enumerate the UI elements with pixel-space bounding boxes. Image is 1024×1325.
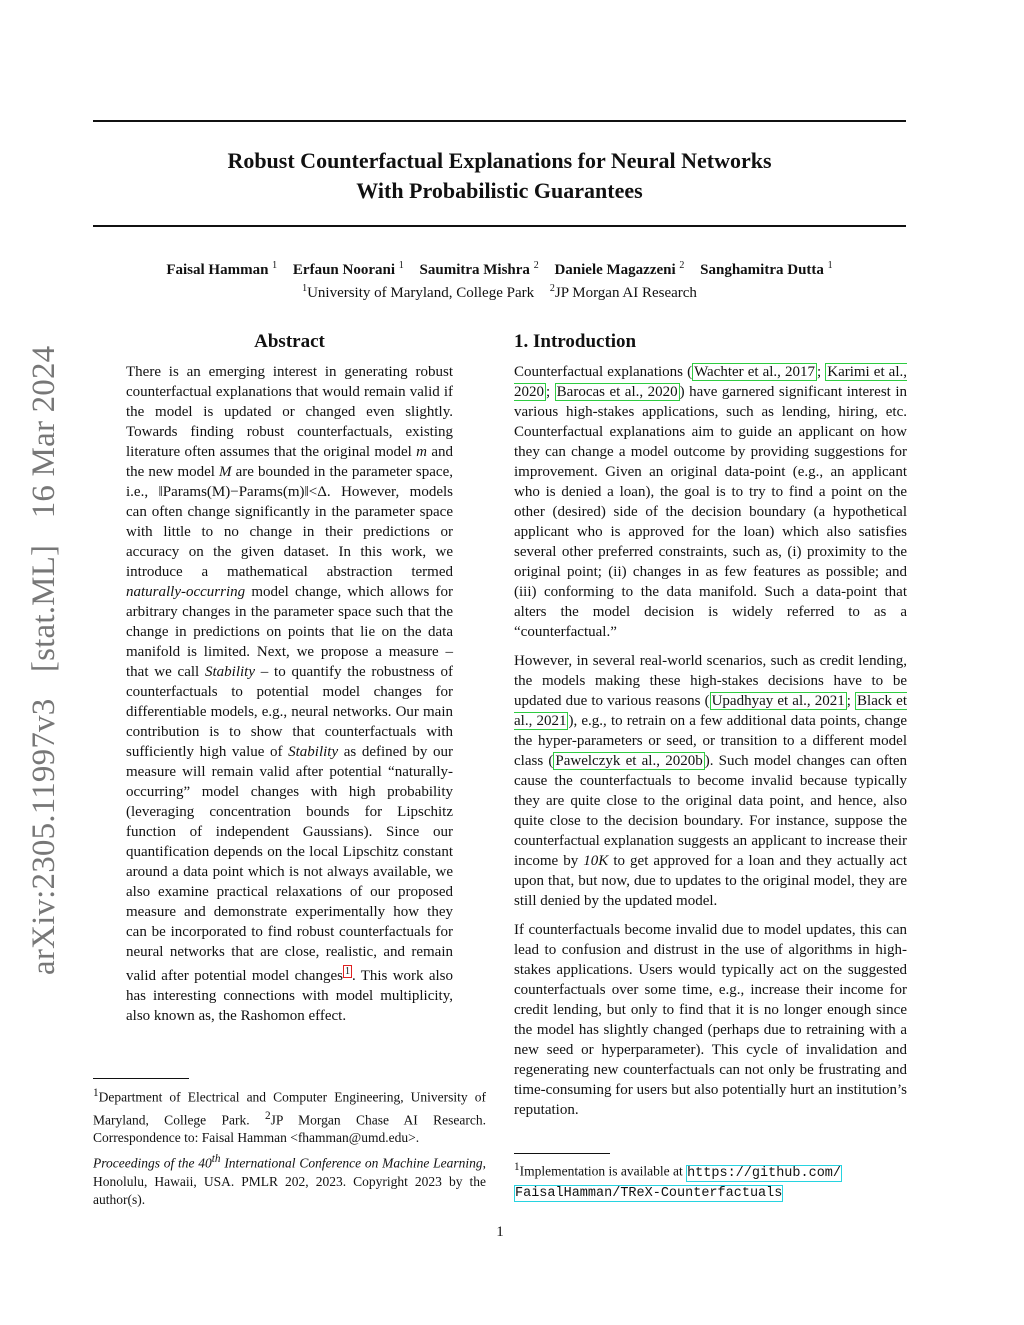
abstract-heading: Abstract xyxy=(254,331,325,352)
citation-link[interactable]: Upadhyay et al., 2021 xyxy=(711,693,845,709)
title-line-1: Robust Counterfactual Explanations for Neural Networks xyxy=(227,148,772,173)
citation-link[interactable]: Pawelczyk et al., 2020b xyxy=(555,753,703,769)
implementation-footnote: $^1$Implementation is available at https://github.com/ FaisalHamman/TReX-Counterfactuals xyxy=(514,1161,842,1201)
author: Saumitra Mishra $^2$ xyxy=(419,260,539,278)
author: Sanghamitra Dutta $^1$ xyxy=(700,260,833,278)
arxiv-category: [stat.ML] xyxy=(26,544,62,673)
citation-link[interactable]: Karimi et al., 2020 xyxy=(514,364,907,400)
author-list xyxy=(93,260,906,279)
github-url-link[interactable]: https://github.com/ xyxy=(687,1165,842,1181)
proceedings-note: Proceedings of the 40th International Conference on Machine Learning, Honolulu, Hawaii, USA. PMLR 202, 2023. Copyright 2023 by the author(s). xyxy=(93,1153,486,1207)
intro-paragraph: Counterfactual explanations ( Wachter et al., 2017 ; Karimi et al., 2020 ; Barocas et al., 2020 ) have garnered significant interest in various high-stakes applications, such as lending, hiring, etc. Counterfactual explanations aim to guide an applicant on how they can change a model outcome by providing suggestions for improvement. Given an original data-point (e.g., an applicant who is denied a loan), the goal is to try to find a point on the other (desired) side of the decision boundary (a hypothetical applicant who is approved for the loan) which also satisfies several other preferred constraints, such as, (i) proximity to the original point; (ii) changes in as few features as possible; and (iii) conforming to the data manifold. Such a data-point that alters the model decision is widely referred to as a “counterfactual.” xyxy=(514,364,907,640)
citation-link[interactable]: Wachter et al., 2017 xyxy=(694,364,815,380)
intro-paragraph: If counterfactuals become invalid due to model updates, this can lead to confusion and distrust in the use of algorithms in high-stakes applications. Users would typically act on the suggested counterfactuals over some time, e.g., increase their income for credit lending, but only to find that it is no longer enough since the model has slightly changed (perhaps due to retraining with a new seed or hyperparameter). This cycle of invalidation and regenerating new counterfactuals can not only be frustrating and time-consuming for users but also potentially hurt an institution’s reputation. xyxy=(514,922,907,1118)
arxiv-stamp xyxy=(26,328,63,975)
affiliation: $^2$JP Morgan AI Research xyxy=(549,283,697,301)
footnote-rule-right xyxy=(514,1153,610,1154)
affiliation: $^1$University of Maryland, College Park xyxy=(302,283,535,301)
arxiv-id: arXiv:2305.11997v3 xyxy=(26,698,62,975)
left-column xyxy=(126,330,453,1035)
citation-link[interactable]: Black et al., 2021 xyxy=(514,693,907,729)
footnote-rule-left xyxy=(93,1078,189,1079)
title-line-2: With Probabilistic Guarantees xyxy=(356,178,643,203)
affiliations xyxy=(93,283,906,302)
page-number: 1 xyxy=(496,1224,504,1240)
introduction-heading: 1. Introduction xyxy=(514,331,637,352)
citation-link[interactable]: Barocas et al., 2020 xyxy=(556,384,678,400)
arxiv-date: 16 Mar 2024 xyxy=(26,345,62,519)
author: Faisal Hamman $^1$ xyxy=(166,260,278,278)
right-column xyxy=(514,330,907,1129)
title-rule-top xyxy=(93,120,906,122)
intro-paragraph: However, in several real-world scenarios, such as credit lending, the models making these high-stakes decisions have to be updated due to various reasons ( Upadhyay et al., 2021 ; Black et al., 2021 ), e.g., to retrain on a few additional data points, change the hyper-parameters or seed, or transition to a different model class ( Pawelczyk et al., 2020b ). Such model changes can often cause the counterfactuals to become invalid because typically they are quite close to the original data point, and hence, also quite close to the decision boundary. For instance, suppose the counterfactual explanation suggests an applicant to increase their income by 10K to get approved for a loan and they actually act upon that, but now, due to updates to the original model, they are still denied by the updated model. xyxy=(514,653,908,909)
github-url-link[interactable]: FaisalHamman/TReX-Counterfactuals xyxy=(515,1185,783,1201)
footnote-ref-link[interactable]: 1 xyxy=(344,966,350,977)
affiliation-footnote: $^1$Department of Electrical and Computer Engineering, University of Maryland, College Park. $^2$JP Morgan Chase AI Research. Correspondence to: Faisal Hamman <fhamman@umd.edu>. xyxy=(93,1087,486,1145)
author: Daniele Magazzeni $^2$ xyxy=(554,260,685,278)
paper-title xyxy=(93,146,906,206)
norm-formula: ‖Params(M)−Params(m)‖<Δ xyxy=(158,484,327,500)
abstract-text: There is an emerging interest in generating robust counterfactual explanations that would remain valid if the model is updated or changed even slightly. Towards finding robust counterfactuals, existing literature often assumes that the original model m and the new model M are bounded in the parameter space, i.e., ‖Params(M)−Params(m)‖<Δ. However, models can often change significantly in the parameter space with little to no change in their predictions or accuracy on the given dataset. In this work, we introduce a mathematical abstraction termed naturally-occurring model change, which allows for arbitrary changes in the parameter space such that the change in predictions on points that lie on the data manifold is limited. Next, we propose a measure – that we call Stability – to quantify the robustness of counterfactuals to potential model changes for differentiable models, e.g., neural networks. Our main contribution is to show that counterfactuals with sufficiently high value of Stability as defined by our measure will remain valid after potential “naturally-occurring” model changes with high probability (leveraging concentration bounds for Lipschitz function of independent Gaussians). Since our quantification depends on the local Lipschitz constant around a data point which is not always available, we also examine practical relaxations of our proposed measure and demonstrate experimentally how they can be incorporated to find robust counterfactuals for neural networks that are close, realistic, and remain valid after potential model changes $^1$ . This work also has interesting connections with model multiplicity, also known as, the Rashomon effect. xyxy=(126,364,453,1024)
author: Erfaun Noorani $^1$ xyxy=(292,260,404,278)
title-rule-bottom xyxy=(93,225,906,227)
